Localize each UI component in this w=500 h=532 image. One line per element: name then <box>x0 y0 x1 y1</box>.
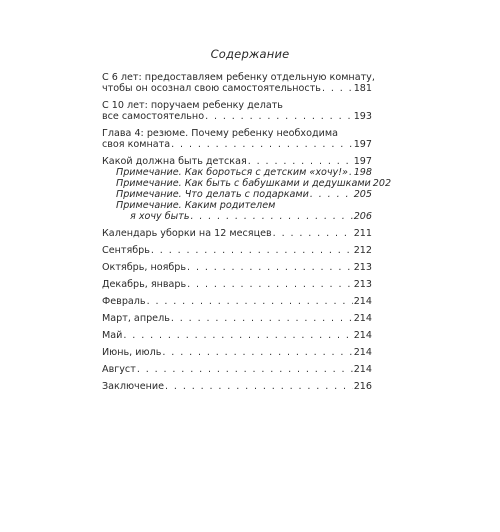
toc-subentry-title: Примечание. Что делать с подарками <box>116 189 309 200</box>
dot-leader <box>151 245 353 256</box>
toc-entry-title: Заключение <box>102 381 165 392</box>
toc-entry-title: Календарь уборки на 12 месяцев <box>102 228 272 239</box>
dot-leader <box>205 111 353 122</box>
toc-entry-title: Октябрь, ноябрь <box>102 262 187 273</box>
toc-entry[interactable] <box>102 347 372 358</box>
toc-subentry-title: Примечание. Каким родителем <box>116 200 276 211</box>
toc-entry[interactable] <box>102 313 372 324</box>
toc-entry[interactable] <box>102 156 372 167</box>
toc-entry-title: Июнь, июль <box>102 347 162 358</box>
toc-page-number: 214 <box>353 296 372 307</box>
toc-subentry[interactable] <box>102 200 372 222</box>
toc-entry-title: Март, апрель <box>102 313 170 324</box>
toc-entry[interactable] <box>102 330 372 341</box>
toc-subentry[interactable] <box>102 167 372 178</box>
toc-page-number: 214 <box>353 364 372 375</box>
dot-leader <box>310 189 353 200</box>
toc-page-number: 205 <box>353 189 372 200</box>
toc-page-number: 197 <box>353 139 372 150</box>
toc-page-number: 214 <box>353 330 372 341</box>
dot-leader <box>187 279 353 290</box>
toc-entry-title: С 6 лет: предоставляем ребенку отдельную комнату, <box>102 72 375 83</box>
toc-subentry[interactable] <box>102 178 392 189</box>
toc-entry-title: Какой должна быть детская <box>102 156 247 167</box>
toc-page-number: 193 <box>353 111 372 122</box>
dot-leader <box>191 211 353 222</box>
toc-entry[interactable] <box>102 296 372 307</box>
toc-subentry-title: Примечание. Как быть с бабушками и дедушками <box>116 178 371 189</box>
dot-leader <box>273 228 353 239</box>
toc-subentry[interactable] <box>102 189 372 200</box>
dot-leader <box>349 167 353 178</box>
toc-entry-title: Август <box>102 364 136 375</box>
toc-subentry-title: Примечание. Как бороться с детским «хочу!» <box>116 167 348 178</box>
toc-heading: Содержание <box>210 47 290 61</box>
dot-leader <box>248 156 353 167</box>
toc-entry[interactable] <box>102 128 372 150</box>
toc-entry-title-cont: чтобы он осознал свою самостоятельность <box>102 83 321 94</box>
toc-entry[interactable] <box>102 100 372 122</box>
toc-entry[interactable] <box>102 381 372 392</box>
dot-leader <box>171 313 353 324</box>
toc-entry[interactable] <box>102 72 375 94</box>
dot-leader <box>147 296 353 307</box>
toc-page-number: 213 <box>353 262 372 273</box>
toc-entry-title: Глава 4: резюме. Почему ребенку необходима <box>102 128 338 139</box>
toc-entry[interactable] <box>102 279 372 290</box>
toc-page-number: 206 <box>353 211 372 222</box>
dot-leader <box>187 262 353 273</box>
toc-entry-title-cont: своя комната <box>102 139 171 150</box>
toc-entry-title: С 10 лет: поручаем ребенку делать <box>102 100 283 111</box>
toc-page-number: 211 <box>353 228 372 239</box>
dot-leader <box>123 330 352 341</box>
toc-entry-title: Май <box>102 330 123 341</box>
toc-page-number: 202 <box>372 178 392 189</box>
dot-leader <box>137 364 353 375</box>
toc-page-number: 212 <box>353 245 372 256</box>
toc-entry[interactable] <box>102 262 372 273</box>
toc-subentry-title-cont: я хочу быть <box>130 211 190 222</box>
toc-page-number: 198 <box>353 167 372 178</box>
table-of-contents <box>102 72 392 398</box>
toc-entry-title: Сентябрь <box>102 245 150 256</box>
toc-page-number: 214 <box>353 347 372 358</box>
toc-entry[interactable] <box>102 364 372 375</box>
toc-page-number: 197 <box>353 156 372 167</box>
toc-page-number: 181 <box>353 83 372 94</box>
toc-page-number: 214 <box>353 313 372 324</box>
dot-leader <box>322 83 353 94</box>
toc-entry-title: Декабрь, январь <box>102 279 187 290</box>
toc-entry-title-cont: все самостоятельно <box>102 111 205 122</box>
dot-leader <box>171 139 353 150</box>
toc-entry[interactable] <box>102 228 372 239</box>
dot-leader <box>162 347 352 358</box>
toc-page-number: 213 <box>353 279 372 290</box>
toc-page-number: 216 <box>353 381 372 392</box>
toc-entry-title: Февраль <box>102 296 146 307</box>
dot-leader <box>165 381 353 392</box>
toc-entry[interactable] <box>102 245 372 256</box>
